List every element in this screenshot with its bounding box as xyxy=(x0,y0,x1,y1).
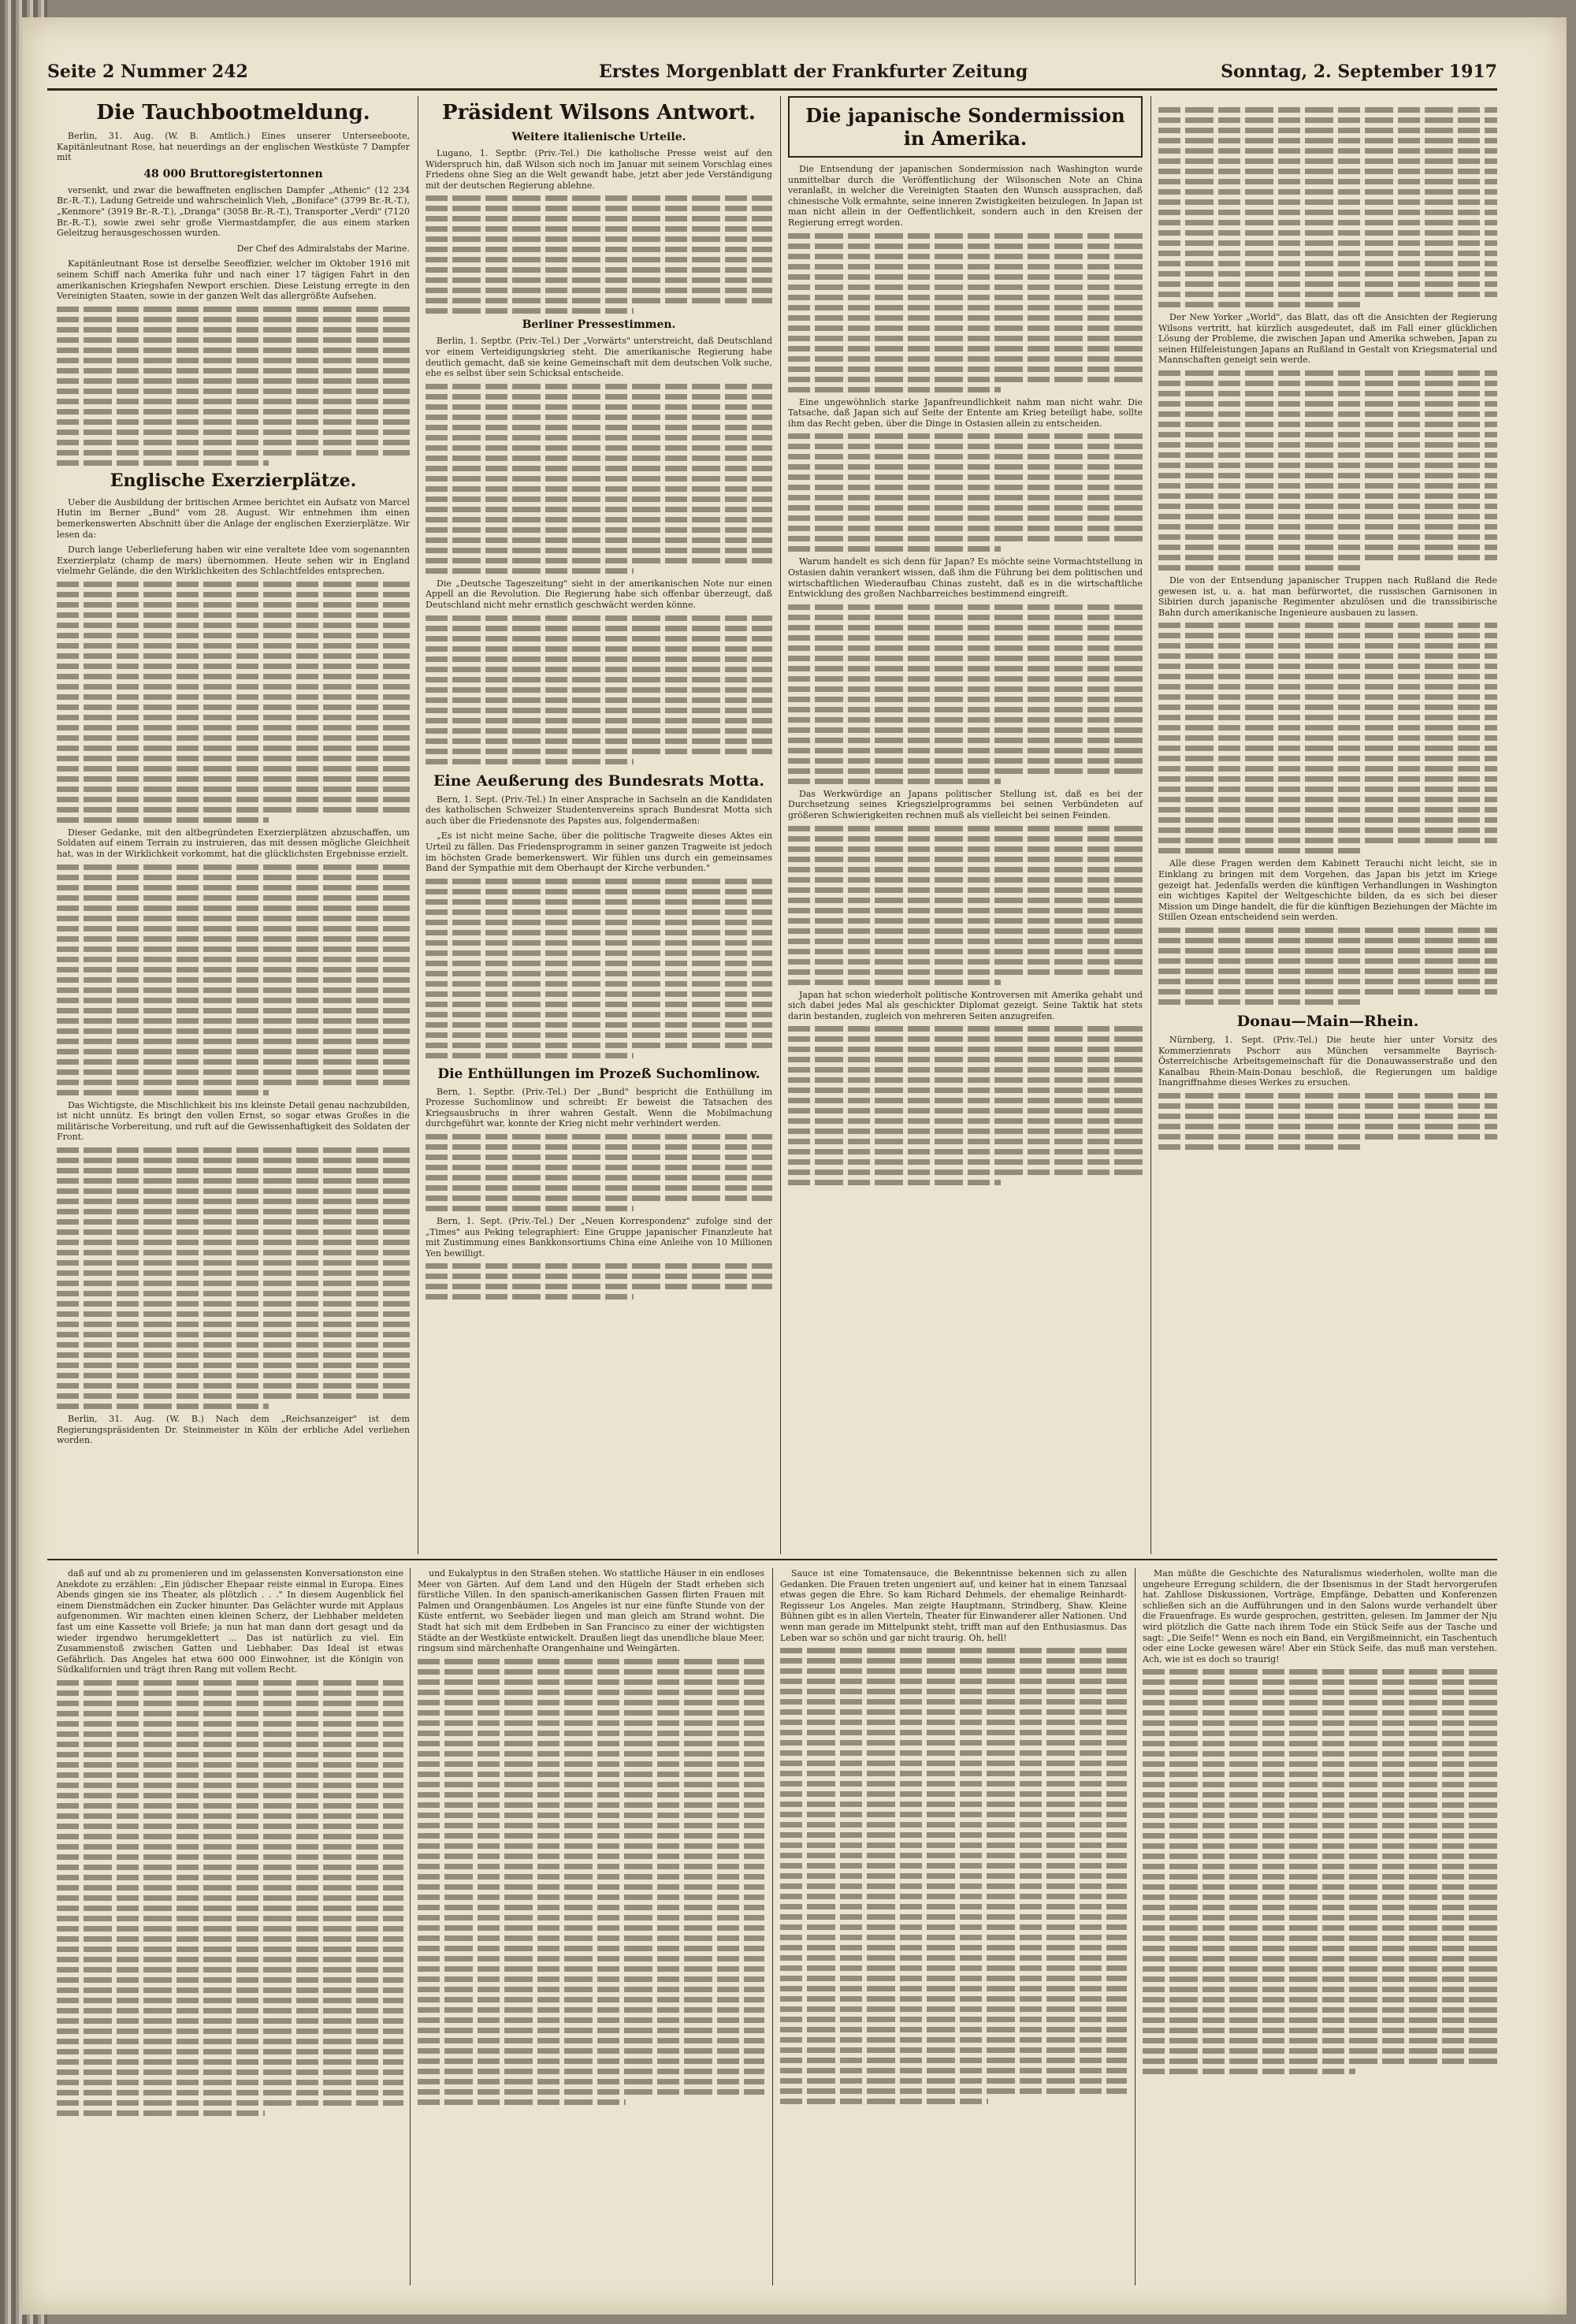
article-paragraph: Lugano, 1. Septbr. (Priv.-Tel.) Die katholische Presse weist auf den Widerspruch hin, daß Wilson sich noch im Januar mit seinem Vorschlag eines Friedens ohne Sieg an die Welt gewandt habe, jetzt aber jede Verständigung mit der deutschen Regierung ablehne. xyxy=(426,148,772,191)
page-header xyxy=(47,32,1497,82)
article-paragraph: Berlin, 31. Aug. (W. B. Amtlich.) Eines unserer Unterseeboote, Kapitänleutnant Rose, hat neuerdings an der englischen Westküste 7 Dampfer mit xyxy=(57,131,410,163)
article-paragraph: Japan hat schon wiederholt politische Kontroversen mit Amerika gehabt und sich dabei jedes Mal als geschickter Diplomat gezeigt. Seine Taktik hat stets darin bestanden, zugleich von mehreren Seiten anzugreifen. xyxy=(788,989,1143,1021)
subheadline: Berliner Pressestimmen. xyxy=(522,318,676,332)
text-block xyxy=(426,195,772,314)
feuilleton-paragraph: Sauce ist eine Tomatensauce, die Bekenntnisse bekennen sich zu allen Gedanken. Die Frauen treten ungeniert auf, und keiner hat in einem Tanzsaal etwas gegen die Ehre. So kam Richard Dehmels, der ehemalige Reinhardt-Regisseur Los Angeles. Man zeigte Hauptmann, Strindberg, Shaw. Kleine Bühnen gibt es in allen Vierteln, Theater für Einwanderer aller Nationen. Und wenn man gerade im Mittelpunkt steht, trifft man auf den Enthusiasmus. Das Leben war so schön und gar nicht traurig. Oh, hell! xyxy=(780,1568,1127,1643)
article-paragraph: Berlin, 31. Aug. (W. B.) Nach dem „Reichsanzeiger" ist dem Regierungspräsidenten Dr. Steinmeister in Köln der erbliche Adel verliehen worden. xyxy=(57,1414,410,1446)
text-block xyxy=(1143,1669,1497,2074)
text-block xyxy=(788,826,1143,985)
headline-japan-mission: Die japanische Sondermission in Amerika. xyxy=(805,104,1125,150)
text-block xyxy=(788,433,1143,552)
text-block xyxy=(57,582,410,823)
text-block xyxy=(426,879,772,1058)
subheadline: Weitere italienische Urteile. xyxy=(511,131,686,143)
text-block xyxy=(57,1680,403,2116)
article-paragraph: Alle diese Fragen werden dem Kabinett Terauchi nicht leicht, sie in Einklang zu bringen mit dem Vorgehen, das Japan bis jetzt im Kriege gezeigt hat. Jedenfalls werden die künftigen Verhandlungen in Washington ein wichtiges Kapitel der Weltgeschichte bilden, da es sich bei dieser Mission um Dinge handelt, die für die künftigen Beziehungen der Mächte im Stillen Ozean entscheidend sein werden. xyxy=(1158,858,1497,923)
article-paragraph: Durch lange Ueberlieferung haben wir eine veraltete Idee vom sogenannten Exerzierplatz (champ de mars) übernommen. Heute sehen wir in England vielmehr Gelände, die den Wirklichkeiten des Schlachtfeldes entsprechen. xyxy=(57,545,410,577)
feuilleton-paragraph: und Eukalyptus in den Straßen stehen. Wo stattliche Häuser in ein endloses Meer von Gärten. Auf dem Land und den Hügeln der Stadt erheben sich fürstliche Villen. In den spanisch-amerikanischen Gassen flirten Frauen mit Palmen und Orangenbäumen. Los Angeles ist nur eine fünfte Stunde von der Küste entfernt, wo Seebäder liegen und man gleich am Strand wohnt. Die Stadt hat sich mit dem Erdbeben in San Francisco zu einer der wichtigsten Städte an der Westküste entwickelt. Draußen liegt das unendliche blaue Meer, ringsum sind märchenhafte Orangenhaine und Weingärten. xyxy=(418,1568,764,1654)
article-paragraph: Ueber die Ausbildung der britischen Armee berichtet ein Aufsatz von Marcel Hutin im Berner „Bund" vom 28. August. Wir entnehmen ihm einen bemerkenswerten Abschnitt über die Anlage der englischen Exerzierplätze. Wir lesen da: xyxy=(57,496,410,540)
article-paragraph: Die von der Entsendung japanischer Truppen nach Rußland die Rede gewesen ist, u. a. hat man befürwortet, die russischen Garnisonen in Sibirien durch japanische Regimenter abzulösen und die transsibirische Bahn durch amerikanische Ingenieure ausbauen zu lassen. xyxy=(1158,574,1497,618)
headline-exerzierplaetze: Englische Exerzierplätze. xyxy=(110,470,357,491)
text-block xyxy=(418,1659,764,2105)
column-rule xyxy=(780,96,781,1554)
headline-donau: Donau—Main—Rhein. xyxy=(1236,1012,1419,1030)
article-signoff: Der Chef des Admiralstabs der Marine. xyxy=(236,243,410,254)
article-paragraph: Kapitänleutnant Rose ist derselbe Seeoffizier, welcher im Oktober 1916 mit seinem Schiff nach Amerika fuhr und nach einer 17 tägigen Fahrt in den amerikanischen Kriegshafen Newport erschien. Diese Leistung erregte in den Vereinigten Staaten, sowie in der ganzen Welt das allergrößte Aufsehen. xyxy=(57,258,410,302)
feuilleton-column-4 xyxy=(1143,1568,1497,2079)
page-number: Seite 2 Nummer 242 xyxy=(47,61,248,82)
article-paragraph: Berlin, 1. Septbr. (Priv.-Tel.) Der „Vorwärts" unterstreicht, daß Deutschland vor einem Verteidigungskrieg steht. Die amerikanische Regierung habe deutlich gemacht, daß sie keine Gemeinschaft mit dem deutschen Volk suche, ehe es selbst über sein Schicksal entscheide. xyxy=(426,336,772,379)
feuilleton-paragraph: daß auf und ab zu promenieren und im gelassensten Konversationston eine Anekdote zu erzählen: „Ein jüdischer Ehepaar reiste einmal in Europa. Eines Abends gingen sie ins Theater, als plötzlich . . ." In diesem Augenblick fiel einem Dienstmädchen ein Zucker hinunter. Das Gelächter wurde mit Applaus aufgenommen. Wir machten einen kleinen Scherz, der Liebhaber meldeten fast um eine Kassette voll Briefe; ja nun hat man dann dort gesagt und da wieder irgendwo herumgeklettert ... Das ist natürlich zu viel. Ein Zusammenstoß zwischen Gatten und Liebhaber. Das Ideal ist etwas Gefährlich. Das Angeles hat etwa 600 000 Einwohner, ist die Königin von Südkalifornien und trägt ihren Rang mit vollem Recht. xyxy=(57,1568,403,1675)
text-block xyxy=(57,1147,410,1409)
article-paragraph: Bern, 1. Sept. (Priv.-Tel.) In einer Ansprache in Sachseln an die Kandidaten des katholischen Schweizer Studentenvereins sprach Bundesrat Motta sich auch über die Friedensnote des Papstes aus, folgendermaßen: xyxy=(426,794,772,826)
feuilleton-paragraph: Man müßte die Geschichte des Naturalismus wiederholen, wollte man die ungeheure Erregung schildern, die der Ibsenismus in der Stadt hervorgerufen hat. Zahllose Diskussionen, Vorträge, Empfänge, Debatten und Konferenzen schließen sich an die Aufführungen und in den Salons wurde verhandelt über die Frauenfrage. Es wurde gesprochen, gestritten, gelesen. Im Jammer der Nju wird plötzlich die Gatte nach ihrem Tode ein Stück Seife aus der Tasche und sagt: „Die Seife!" Wenn es noch ein Band, ein Vergißmeinnicht, ein Taschentuch oder eine Locke gewesen wäre! Aber ein Stück Seife, das muß man verstehen. Ach, wie ist es doch so traurig! xyxy=(1143,1568,1497,1664)
text-block xyxy=(426,615,772,764)
tonnage-figure: 48 000 Bruttoregistertonnen xyxy=(143,167,323,180)
text-block xyxy=(57,307,410,466)
article-paragraph: Bern, 1. Sept. (Priv.-Tel.) Der „Neuen Korrespondenz" zufolge sind der „Times" aus Peking telegraphiert: Eine Gruppe japanischer Finanzleute hat mit Zustimmung eines Bankkonsortiums China eine Anleihe von 10 Millionen Yen bewilligt. xyxy=(426,1216,772,1259)
feuilleton-column-3 xyxy=(780,1568,1127,2109)
headline-wilson: Präsident Wilsons Antwort. xyxy=(442,101,756,125)
column-rule xyxy=(1135,1568,1136,2285)
article-paragraph: Bern, 1. Septbr. (Priv.-Tel.) Der „Bund" bespricht die Enthüllung im Prozesse Suchomlinow und schreibt: Er beweist die Tatsachen des Kriegsausbruchs in ihrer wahren Gestalt. Wenn die Mobilmachung durchgeführt war, konnte der Krieg nicht mehr verhindert werden. xyxy=(426,1086,772,1129)
headline-tauchboot: Die Tauchbootmeldung. xyxy=(96,101,370,125)
headline-motta: Eine Aeußerung des Bundesrats Motta. xyxy=(433,772,764,790)
feuilleton-rule xyxy=(47,1559,1497,1560)
text-block xyxy=(1158,623,1497,853)
feuilleton-column-1 xyxy=(57,1568,403,2121)
text-block xyxy=(1158,1093,1497,1150)
headline-suchomlinow: Die Enthüllungen im Prozeß Suchomlinow. xyxy=(437,1065,760,1082)
column-rule xyxy=(1150,96,1151,1554)
column-3 xyxy=(788,96,1143,1190)
article-paragraph: Nürnberg, 1. Sept. (Priv.-Tel.) Die heute hier unter Vorsitz des Kommerzienrats Pschorr aus München versammelte Bayrisch-Österreichische Arbeitsgemeinschaft für die Donauwasserstraße und den Kanalbau Rhein-Main-Donau beschloß, die Regierungen um baldige Inangriffnahme dieses Werkes zu ersuchen. xyxy=(1158,1034,1497,1088)
article-paragraph: versenkt, und zwar die bewaffneten englischen Dampfer „Athenic" (12 234 Br.-R.-T.), Ladung Getreide und wahrscheinlich Vieh, „Boniface" (3799 Br.-R.-T.), „Kenmore" (3919 Br.-R.-T.), „Dranga" (3058 Br.-R.-T.), Transporter „Verdi" (7120 Br.-R.-T.), sowie zwei sehr große Viermastdampfer, die aus einem starken Geleitzug herausgeschossen wurden. xyxy=(57,184,410,239)
masthead: Erstes Morgenblatt der Frankfurter Zeitung xyxy=(599,61,1028,82)
article-paragraph: Eine ungewöhnlich starke Japanfreundlichkeit nahm man nicht wahr. Die Tatsache, daß Japan sich auf Seite der Entente am Krieg beteiligt habe, sollte ihm das Recht geben, über die Dinge in Ostasien allein zu entscheiden. xyxy=(788,396,1143,429)
text-block xyxy=(788,233,1143,392)
article-paragraph: Dieser Gedanke, mit den altbegründeten Exerzierplätzen abzuschaffen, um Soldaten auf einem Terrain zu instruieren, das mit dessen mögliche Gleichheit hat, was in der Wirklichkeit vorkommt, hat die glücklichsten Ergebnisse erzielt. xyxy=(57,827,410,860)
article-paragraph: Die Entsendung der japanischen Sondermission nach Washington wurde unmittelbar durch die Veröffentlichung der Wilsonschen Note an China veranlaßt, in welcher die Vereinigten Staaten den Wunsch aussprachen, daß chinesische Volk ermahnte, seine inneren Zwistigkeiten beizulegen. In Japan ist man nicht allein in der Oeffentlichkeit, sondern auch in den Kreisen der Regierung erregt worden. xyxy=(788,164,1143,228)
text-block xyxy=(426,384,772,574)
column-1 xyxy=(57,96,410,1451)
article-paragraph: Das Wichtigste, die Mischlichkeit bis ins kleinste Detail genau nachzubilden, ist nicht unnütz. Es bringt den vollen Ernst, so sogar etwas Großes in die militärische Vorbereitung, und ruft auf die Gewissenhaftigkeit des Soldaten der Front. xyxy=(57,1099,410,1143)
text-block xyxy=(1158,928,1497,1005)
article-paragraph: „Es ist nicht meine Sache, über die politische Tragweite dieses Aktes ein Urteil zu fällen. Das Friedensprogramm in seiner ganzen Tragweite ist jedoch im höchsten Grade bemerkenswert. Wir fühlen uns durch ein gemeinsames Band der Sympathie mit dem Oberhaupt der Kirche verbunden." xyxy=(426,831,772,874)
article-paragraph: Warum handelt es sich denn für Japan? Es möchte seine Vormachtstellung in Ostasien dahin verankert wissen, daß ihm die Führung bei dem politischen und wirtschaftlichen Wiederaufbau Chinas zusteht, daß es in die wirtschaftliche Entwicklung des großen Nachbarreiches bestimmend eingreift. xyxy=(788,556,1143,600)
header-rule xyxy=(47,88,1497,91)
text-block xyxy=(788,1026,1143,1185)
text-block xyxy=(780,1648,1127,2104)
text-block xyxy=(788,604,1143,784)
issue-date: Sonntag, 2. September 1917 xyxy=(1221,61,1497,82)
text-block xyxy=(1158,370,1497,571)
column-rule xyxy=(772,1568,773,2285)
headline-box xyxy=(788,96,1143,158)
text-block xyxy=(57,865,410,1095)
article-paragraph: Der New Yorker „World", das Blatt, das oft die Ansichten der Regierung Wilsons vertritt, hat kürzlich ausgedeutet, daß im Fall einer glücklichen Lösung der Probleme, die zwischen Japan und Amerika schweben, Japan zu seinen Hilfeleistungen Japans an Rußland in Gestalt von Kriegsmaterial und Mannschaften geneigt sein werde. xyxy=(1158,312,1497,366)
column-4 xyxy=(1158,96,1497,1155)
feuilleton-column-2 xyxy=(418,1568,764,2110)
text-block xyxy=(426,1263,772,1300)
article-paragraph: Die „Deutsche Tageszeitung" sieht in der amerikanischen Note nur einen Appell an die Revolution. Die Regierung habe sich offenbar überzeugt, daß Deutschland nicht mehr ernstlich geschwächt werden könne. xyxy=(426,578,772,610)
text-block xyxy=(426,1134,772,1211)
column-2 xyxy=(426,96,772,1304)
column-rule xyxy=(410,1568,411,2285)
text-block xyxy=(1158,107,1497,307)
article-paragraph: Das Werkwürdige an Japans politischer Stellung ist, daß es bei der Durchsetzung seines Kriegszielprogramms bei seinen Verbündeten auf größeren Schwierigkeiten rechnen muß als vielleicht bei seinen Feinden. xyxy=(788,788,1143,820)
